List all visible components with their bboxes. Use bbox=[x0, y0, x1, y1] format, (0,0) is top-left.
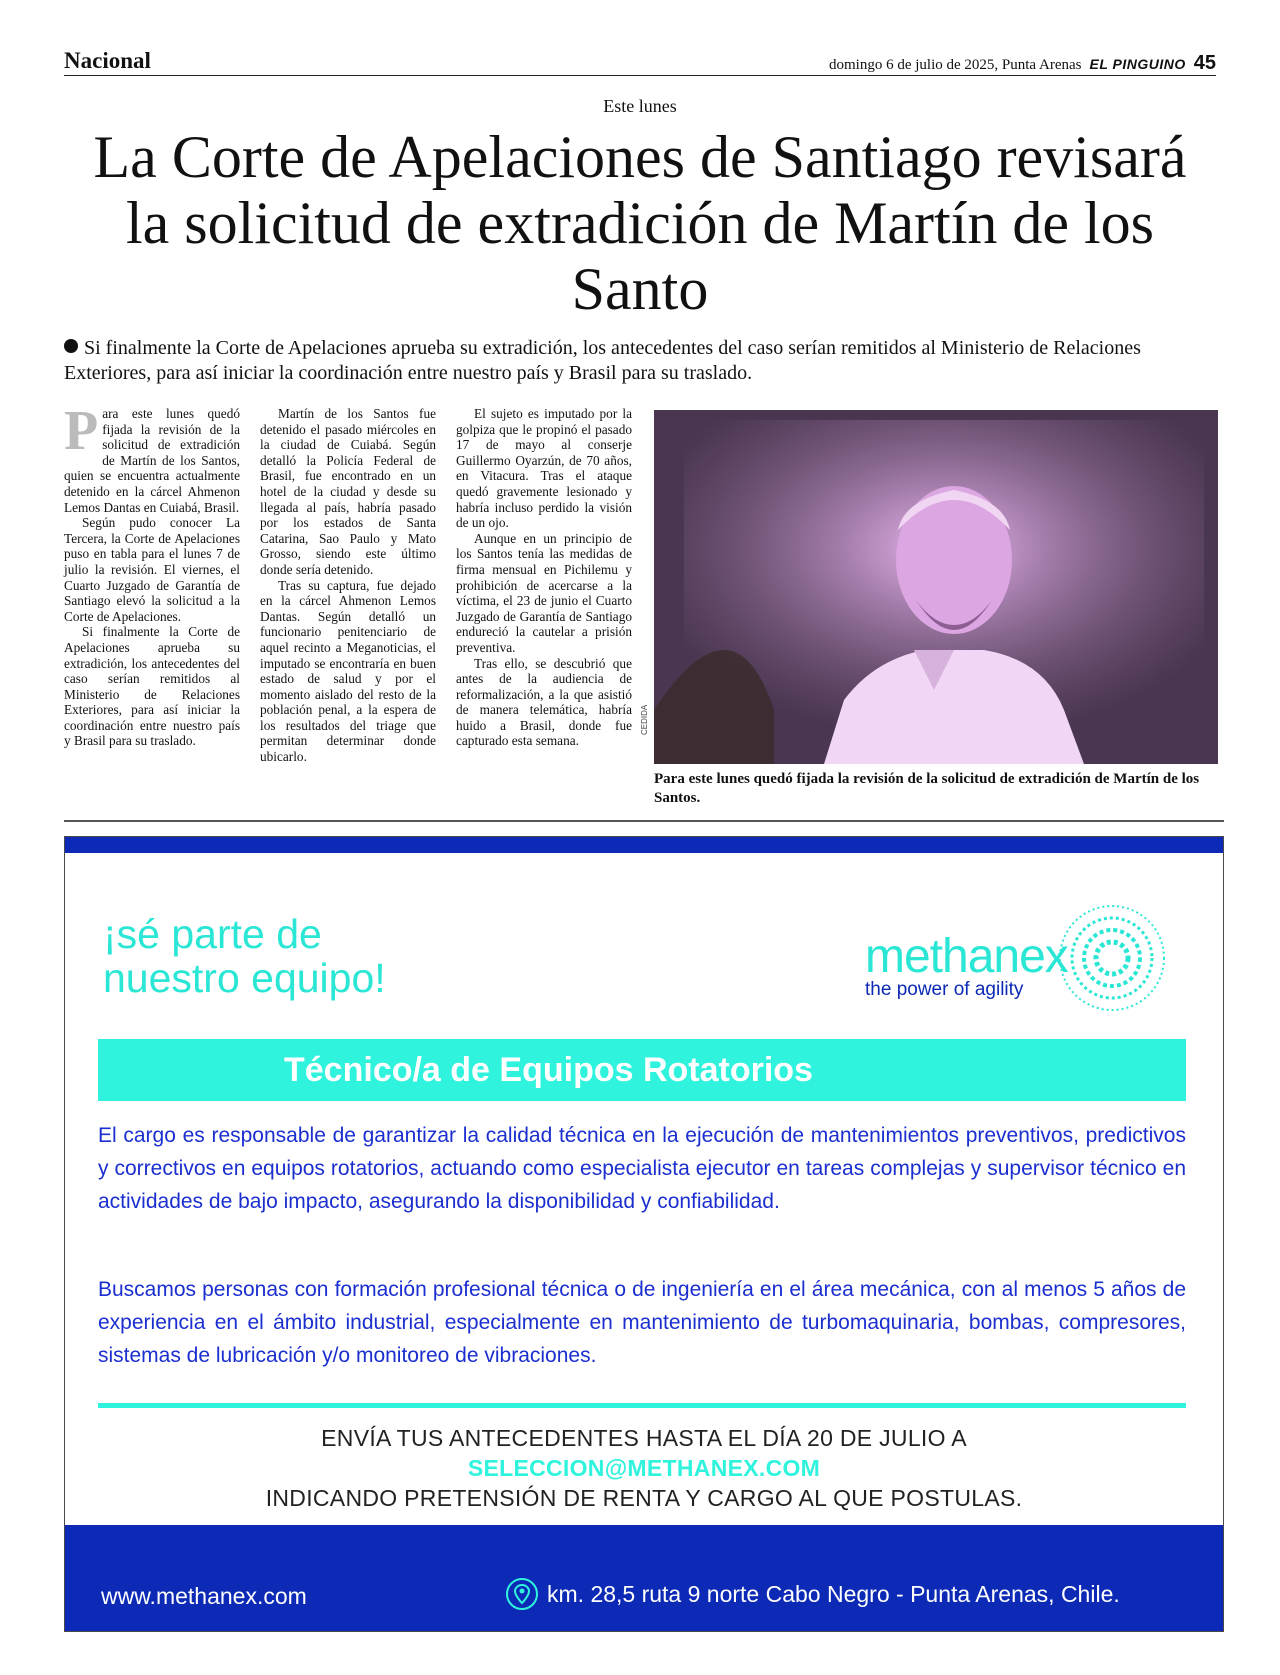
ad-footer bbox=[65, 1525, 1223, 1631]
paragraph: Martín de los Santos fue detenido el pasado miércoles en la ciudad de Cuiabá. Según detalló la Policía Federal de Brasil, fue encontrado en un hotel de la ciudad y desde su llegada al país, habría pasado por los estados de Santa Catarina, Sao Paulo y Mato Grosso, siendo este último donde sería detenido. bbox=[260, 406, 436, 577]
company-address bbox=[505, 1577, 1120, 1611]
paragraph: Tras su captura, fue dejado en la cárcel Ahmenon Lemos Dantas. Según detalló un funcionario penitenciario de aquel recinto a Meganoticias, el imputado se encontraría en buen estado de salud y por el momento aislado del resto de la población penal, a la espera de los resultados del triage que permitan determinar donde ubicarlo. bbox=[260, 577, 436, 765]
address-text: km. 28,5 ruta 9 norte Cabo Negro - Punta Arenas, Chile. bbox=[547, 1580, 1120, 1607]
bullet-icon bbox=[64, 339, 78, 353]
paragraph: Aunque en un principio de los Santos tenía las medidas de firma mensual en Pichilemu y prohibición de acercarse a la víctima, el 23 de junio el Cuarto Juzgado de Garantía de Santiago endureció la cautelar a prisión preventiva. bbox=[456, 530, 632, 655]
article-column-3 bbox=[456, 406, 632, 749]
slogan-line: ¡sé parte de bbox=[103, 911, 322, 957]
page-number: 45 bbox=[1193, 52, 1216, 74]
section-divider bbox=[64, 820, 1224, 822]
section-name: Nacional bbox=[64, 48, 151, 73]
ad-separator bbox=[98, 1403, 1186, 1408]
paragraph-text: ara este lunes quedó fijada la revisión de la solicitud de extradición de Martín de los Santos, quien se encuentra actualmente detenido en la cárcel Ahmenon Lemos Dantas en Cuiabá, Brasil. bbox=[64, 406, 240, 515]
slogan-line: nuestro equipo! bbox=[103, 955, 386, 1001]
ad-slogan bbox=[103, 912, 386, 1000]
company-tagline: the power of agility bbox=[865, 979, 1024, 1000]
cta-line: ENVÍA TUS ANTECEDENTES HASTA EL DÍA 20 DE JULIO A bbox=[321, 1425, 967, 1451]
article-kicker: Este lunes bbox=[603, 96, 677, 116]
paragraph bbox=[64, 400, 240, 515]
photo-caption: Para este lunes quedó fijada la revisión de la solicitud de extradición de Martín de los Santos. bbox=[654, 771, 1200, 806]
job-title: Técnico/a de Equipos Rotatorios bbox=[284, 1051, 813, 1089]
article-column-1 bbox=[64, 400, 240, 749]
cta-email[interactable]: SELECCION@METHANEX.COM bbox=[467, 1455, 821, 1481]
paragraph: Tras ello, se descubrió que antes de la audiencia de reformalización, a la que asistió de manera telemática, habría huido a Brasil, donde fue capturado esta semana. bbox=[456, 655, 632, 749]
job-advertisement bbox=[64, 836, 1224, 1632]
date-place: domingo 6 de julio de 2025, Punta Arenas bbox=[829, 57, 1082, 73]
newspaper-brand: EL PINGUINO bbox=[1089, 56, 1186, 72]
company-logo-word: methanex bbox=[865, 930, 1068, 983]
article-lead bbox=[64, 336, 1224, 386]
photo-credit: CEDIDA bbox=[640, 704, 649, 735]
paragraph: El sujeto es imputado por la golpiza que le propinó el pasado 17 de mayo al conserje Guillermo Oyarzún, de 70 años, en Vitacura. Tras el ataque quedó gravemente lesionado y habría incluso perdido la visión de un ojo. bbox=[456, 406, 632, 531]
paragraph: Según pudo conocer La Tercera, la Corte de Apelaciones puso en tabla para el lunes 7 de julio la revisión. El viernes, el Cuarto Juzgado de Garantía de Santiago elevó la solicitud a la Corte de Apelaciones. bbox=[64, 515, 240, 624]
cta-line: INDICANDO PRETENSIÓN DE RENTA Y CARGO AL QUE POSTULAS. bbox=[265, 1485, 1023, 1511]
page-header bbox=[64, 48, 1216, 76]
location-pin-icon bbox=[505, 1577, 539, 1611]
job-title-bar bbox=[98, 1039, 1186, 1101]
header-meta bbox=[829, 52, 1216, 75]
lead-text: Si finalmente la Corte de Apelaciones aprueba su extradición, los antecedentes del caso serían remitidos al Ministerio de Relaciones Exteriores, para así iniciar la coordinación entre nuestro país y Brasil para su traslado. bbox=[64, 337, 1141, 384]
dropcap: P bbox=[64, 400, 99, 462]
article-column-2 bbox=[260, 406, 436, 765]
article-photo bbox=[654, 410, 1218, 764]
article-headline: La Corte de Apelaciones de Santiago revisará la solicitud de extradición de Martín de los Santo bbox=[93, 124, 1187, 322]
company-website[interactable]: www.methanex.com bbox=[101, 1583, 307, 1609]
photo-illustration bbox=[654, 410, 1218, 764]
ad-top-bar bbox=[65, 837, 1223, 853]
job-description: El cargo es responsable de garantizar la calidad técnica en la ejecución de mantenimientos preventivos, predictivos y correctivos en equipos rotatorios, actuando como especialista ejecutor en tareas complejas y supervisor técnico en actividades de bajo impacto, asegurando la disponibilidad y confiabilidad. bbox=[98, 1124, 1186, 1213]
paragraph: Si finalmente la Corte de Apelaciones aprueba su extradición, los antecedentes del caso serían remitidos al Ministerio de Relaciones Exteriores, para así iniciar la coordinación entre nuestro país y Brasil para su traslado. bbox=[64, 624, 240, 749]
job-requirements: Buscamos personas con formación profesional técnica o de ingeniería en el área mecánica, con al menos 5 años de experiencia en el ámbito industrial, especialmente en mantenimiento de turbomaquinaria, bombas, compresores, sistemas de lubricación y/o monitoreo de vibraciones. bbox=[98, 1278, 1186, 1367]
globe-dots-icon bbox=[1057, 903, 1167, 1013]
